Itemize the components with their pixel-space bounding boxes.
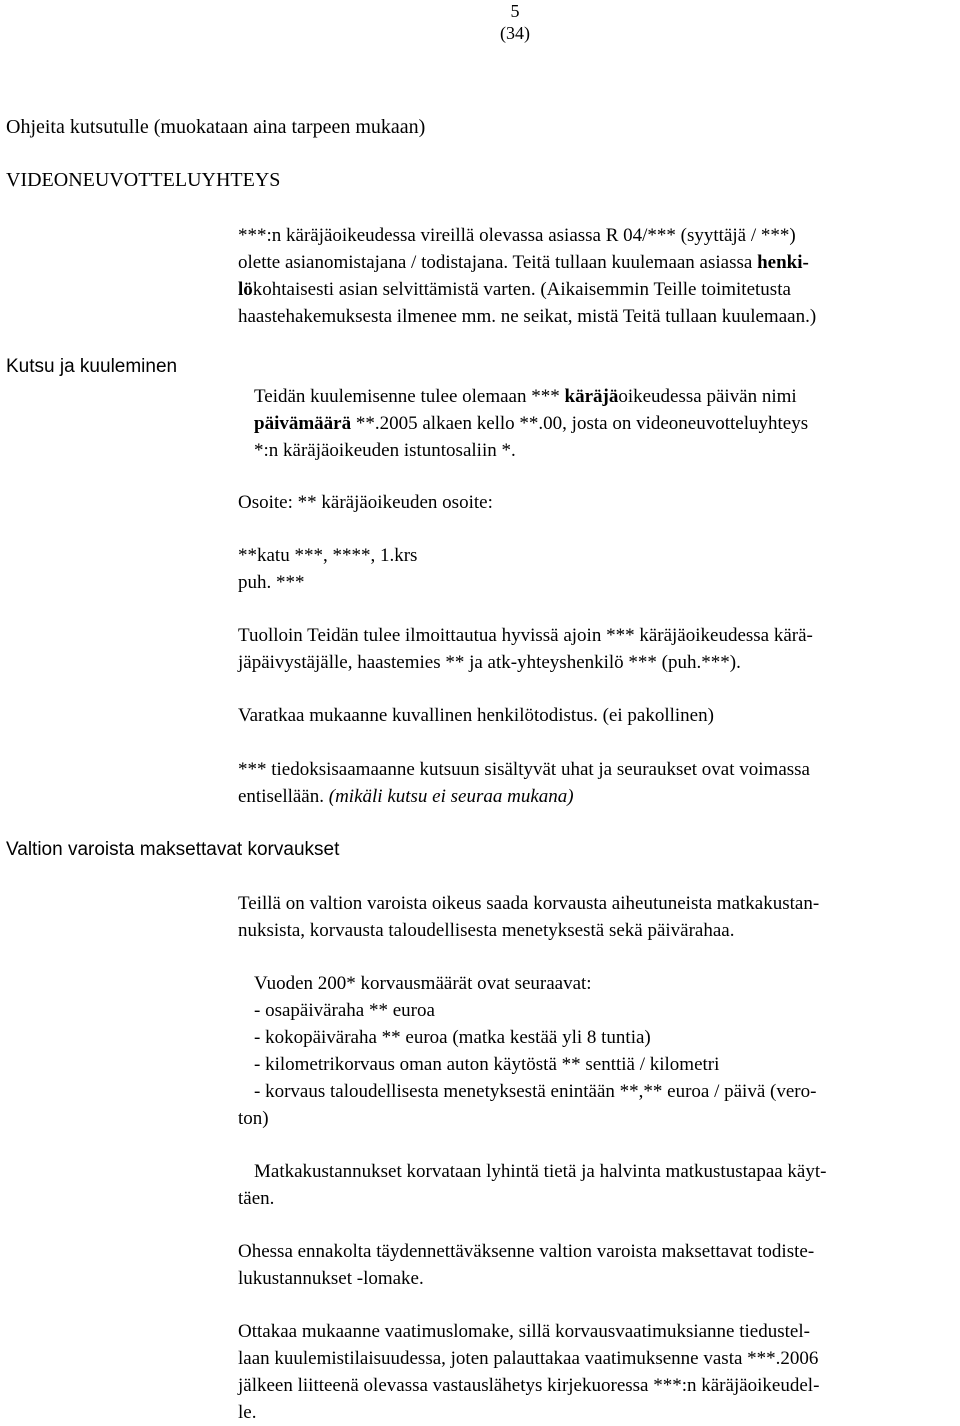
rates-item: - kokopäiväraha ** euroa (matka kestää yli 8 tuntia)	[254, 1027, 651, 1048]
rates-item: - kilometrikorvaus oman auton käytöstä ** senttiä / kilometri	[254, 1054, 720, 1075]
claim-line: laan kuulemistilaisuudessa, joten palauttakaa vaatimuksenne vasta ***.2006	[238, 1348, 819, 1369]
address-label: Osoite: ** käräjäoikeuden osoite:	[238, 492, 493, 513]
hearing-line: Teidän kuulemisenne tulee olemaan *** käräjäoikeudessa päivän nimi	[254, 386, 797, 407]
compensation-line: Teillä on valtion varoista oikeus saada korvausta aiheutuneista matkakustan-	[238, 893, 820, 914]
report-line: jäpäivystäjälle, haastemies ** ja atk-yhteyshenkilö *** (puh.***).	[238, 652, 741, 673]
enclosed-line: Ohessa ennakolta täydennettäväksenne valtion varoista maksettavat todiste-	[238, 1241, 815, 1262]
intro-line: olette asianomistajana / todistajana. Teitä tullaan kuulemaan asiassa henki-	[238, 252, 809, 273]
page-number-current: 5	[510, 1, 520, 21]
claim-line: Ottakaa mukaanne vaatimuslomake, sillä korvausvaatimuksianne tiedustel-	[238, 1321, 810, 1342]
travel-line: täen.	[238, 1188, 275, 1209]
hearing-line: päivämäärä **.2005 alkaen kello **.00, josta on videoneuvotteluyhteys	[254, 413, 809, 434]
hearing-line: *:n käräjäoikeuden istuntosaliin *.	[254, 440, 516, 461]
intro-line: ***:n käräjäoikeudessa vireillä olevassa asiassa R 04/*** (syyttäjä / ***)	[238, 225, 796, 246]
compensation-paragraph	[238, 890, 958, 944]
enclosed-paragraph	[238, 1238, 958, 1292]
address-block	[238, 542, 958, 596]
address-street: **katu ***, ****, 1.krs	[238, 545, 418, 566]
intro-line: haastehakemuksesta ilmenee mm. ne seikat, mistä Teitä tullaan kuulemaan.)	[238, 306, 817, 327]
notice-paragraph	[238, 756, 958, 810]
claim-line: le.	[238, 1402, 257, 1423]
notice-line: *** tiedoksisaamaanne kutsuun sisältyvät uhat ja seuraukset ovat voimassa	[238, 759, 810, 780]
notice-line: entisellään. (mikäli kutsu ei seuraa mukana)	[238, 786, 574, 807]
document-title: Ohjeita kutsutulle (muokataan aina tarpeen mukaan)	[6, 116, 426, 138]
enclosed-line: lukustannukset -lomake.	[238, 1268, 424, 1289]
rates-item: - osapäiväraha ** euroa	[254, 1000, 435, 1021]
page-number-total: (34)	[500, 23, 530, 43]
section-label-kutsu: Kutsu ja kuuleminen	[6, 356, 178, 377]
document-subtitle: VIDEONEUVOTTELUYHTEYS	[6, 169, 281, 191]
rates-list	[238, 970, 958, 1132]
address-phone: puh. ***	[238, 572, 305, 593]
id-note: Varatkaa mukaanne kuvallinen henkilötodistus. (ei pakollinen)	[238, 705, 714, 726]
rates-item-cont: ton)	[238, 1108, 269, 1129]
claim-line: jälkeen liitteenä olevassa vastauslähetys kirjekuoressa ***:n käräjäoikeudel-	[238, 1375, 820, 1396]
claim-paragraph	[238, 1318, 958, 1426]
hearing-paragraph	[238, 383, 960, 464]
travel-paragraph	[238, 1158, 958, 1212]
report-paragraph	[238, 622, 958, 676]
compensation-line: nuksista, korvausta taloudellisesta menetyksestä sekä päivärahaa.	[238, 920, 735, 941]
page-number	[490, 0, 540, 44]
intro-paragraph	[238, 222, 958, 330]
intro-line: lökohtaisesti asian selvittämistä varten. (Aikaisemmin Teille toimitetusta	[238, 279, 791, 300]
travel-line: Matkakustannukset korvataan lyhintä tietä ja halvinta matkustustapaa käyt-	[254, 1161, 827, 1182]
rates-item: - korvaus taloudellisesta menetyksestä enintään **,** euroa / päivä (vero-	[254, 1081, 817, 1102]
report-line: Tuolloin Teidän tulee ilmoittautua hyvissä ajoin *** käräjäoikeudessa kärä-	[238, 625, 813, 646]
section-label-korvaukset: Valtion varoista maksettavat korvaukset	[6, 839, 340, 860]
rates-intro: Vuoden 200* korvausmäärät ovat seuraavat:	[254, 973, 592, 994]
